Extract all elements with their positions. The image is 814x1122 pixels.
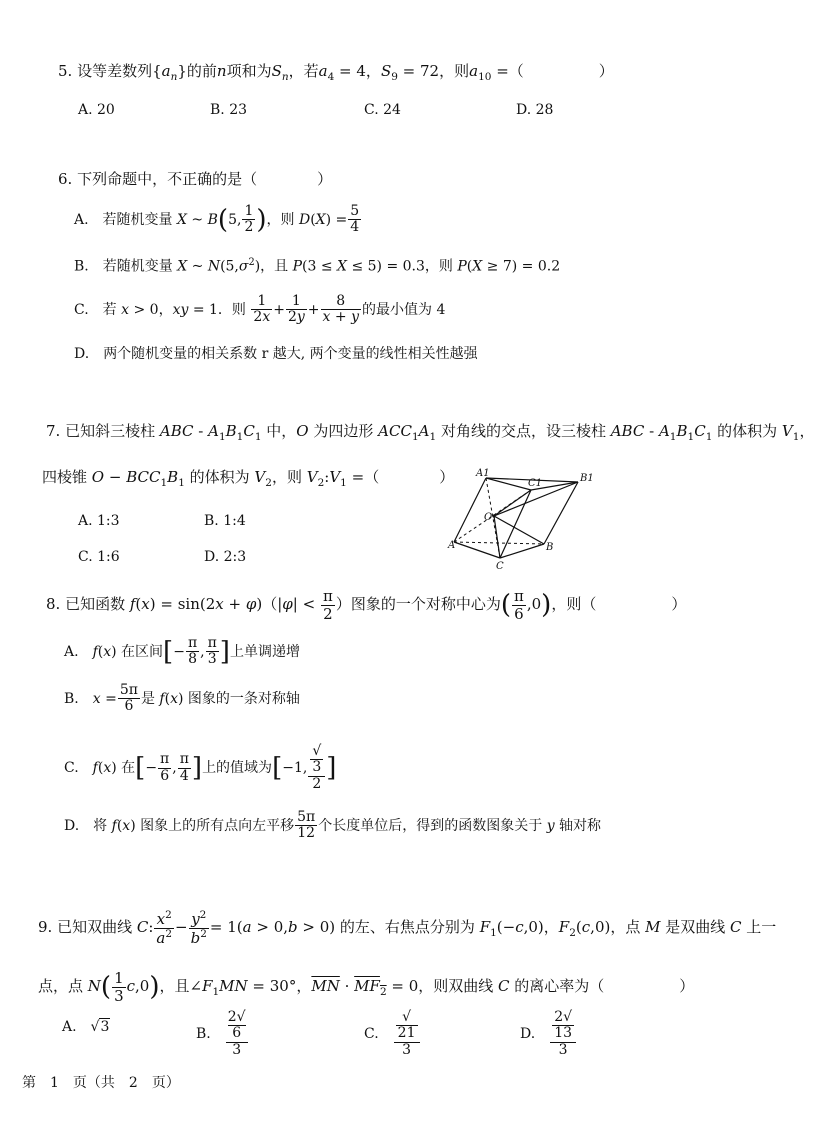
label-a1: A1: [476, 468, 490, 479]
q6-option-a: A. 若随机变量 X ~ B(5, $\frac{1}{2}$ )，则 D(X) = $\frac{5}{4}$: [74, 203, 360, 236]
q8-option-c: C. f(x) 在[− $\frac{\pi}{6}$ , $\frac{\pi}{4}$ ]上的值域为[−1, √ 3 2 ]: [64, 743, 337, 792]
q7-option-a: A. 1:3: [78, 513, 120, 529]
question-7-stem-line1: 7. 已知斜三棱柱 ABC - $A_1B_1C_1$ 中，O 为四边形 $ACC_1A_1$ 对角线的交点，设三棱柱 ABC - $A_1B_1C_1$ 的体积为 $V_1$，: [46, 422, 814, 443]
q6-option-c: C. 若 x > 0，xy = 1．则 $\frac{1}{2x}$ + $\frac{1}{2y}$ + $\frac{8}{x + y}$ 的最小值为 4: [74, 293, 446, 326]
q7-option-d: D. 2:3: [204, 549, 247, 565]
question-6-stem: 6. 下列命题中，不正确的是（ ）: [58, 170, 333, 188]
q9-option-d: D. 2√ 13 3: [520, 1010, 577, 1058]
q9-option-a: A. √3: [62, 1019, 110, 1035]
label-b1: B1: [580, 473, 594, 484]
label-c: C: [496, 561, 504, 572]
q5-option-b: B. 23: [210, 102, 248, 118]
q5-option-a: A. 20: [78, 102, 115, 118]
q9-option-c: C. √ 21 3: [364, 1010, 421, 1058]
question-5-stem: 5. 设等差数列$\{a_n\}$的前n项和为$S_n$，若$a_4 = 4$，$S_9 = 72$，则$a_{10}$ =（ ）: [58, 62, 614, 83]
question-9-stem-line1: 9. 已知双曲线 C: $\frac{x^2}{a^2}$ − $\frac{y^2}{b^2}$ = 1(a > 0,b > 0) 的左、右焦点分别为 $F_1(-c,0)$，$F_2(c,0)$，点 M 是双曲线 C 上一: [38, 909, 777, 947]
q7-option-c: C. 1:6: [78, 549, 120, 565]
question-8-stem: 8. 已知函数 f(x) = sin(2x + φ)（|φ| < $\frac{\pi}{2}$ ）图象的一个对称中心为( $\frac{\pi}{6}$ ,0)，则（ ）: [46, 587, 687, 623]
q6-option-b: B. 若随机变量 X ~ $N(5,\sigma^2)$，且 P(3 ≤ X ≤ 5) = 0.3，则 P(X ≥ 7) = 0.2: [74, 257, 561, 275]
label-a: A: [448, 540, 456, 551]
prism-figure: [448, 468, 598, 572]
question-7-stem-line2: 四棱锥 $O - BCC_1B_1$ 的体积为 $V_2$，则 $V_2:V_1$ =（ ）: [42, 468, 455, 489]
q8-option-b: B. x = $\frac{5\pi}{6}$ 是 f(x) 图象的一条对称轴: [64, 682, 300, 715]
question-9-stem-line2: 点，点 N( $\frac{1}{3}$ c,0)，且$\angle F_1MN = 30^\circ$，$\overline{MN} \cdot MF_2 = 0$，则双曲线 C 的离心率为（ ）: [38, 969, 695, 1005]
q7-option-b: B. 1:4: [204, 513, 246, 529]
q8-option-d: D. 将 f(x) 图象上的所有点向左平移 $\frac{5\pi}{12}$ 个长度单位后，得到的函数图象关于 y 轴对称: [64, 809, 602, 842]
label-b: B: [546, 542, 554, 553]
q5-option-c: C. 24: [364, 102, 401, 118]
label-o: O: [484, 512, 493, 523]
q6-option-d: D. 两个随机变量的相关系数 r 越大, 两个变量的线性相关性越强: [74, 346, 478, 362]
q9-option-b: B. 2√ 6 3: [196, 1009, 246, 1058]
label-c1: C1: [528, 478, 543, 489]
q8-option-a: A. f(x) 在区间[− $\frac{\pi}{8}$ , $\frac{\pi}{3}$ ]上单调递增: [64, 635, 300, 668]
q5-option-d: D. 28: [516, 102, 554, 118]
page-footer: 第 1 页（共 2 页）: [22, 1075, 180, 1091]
